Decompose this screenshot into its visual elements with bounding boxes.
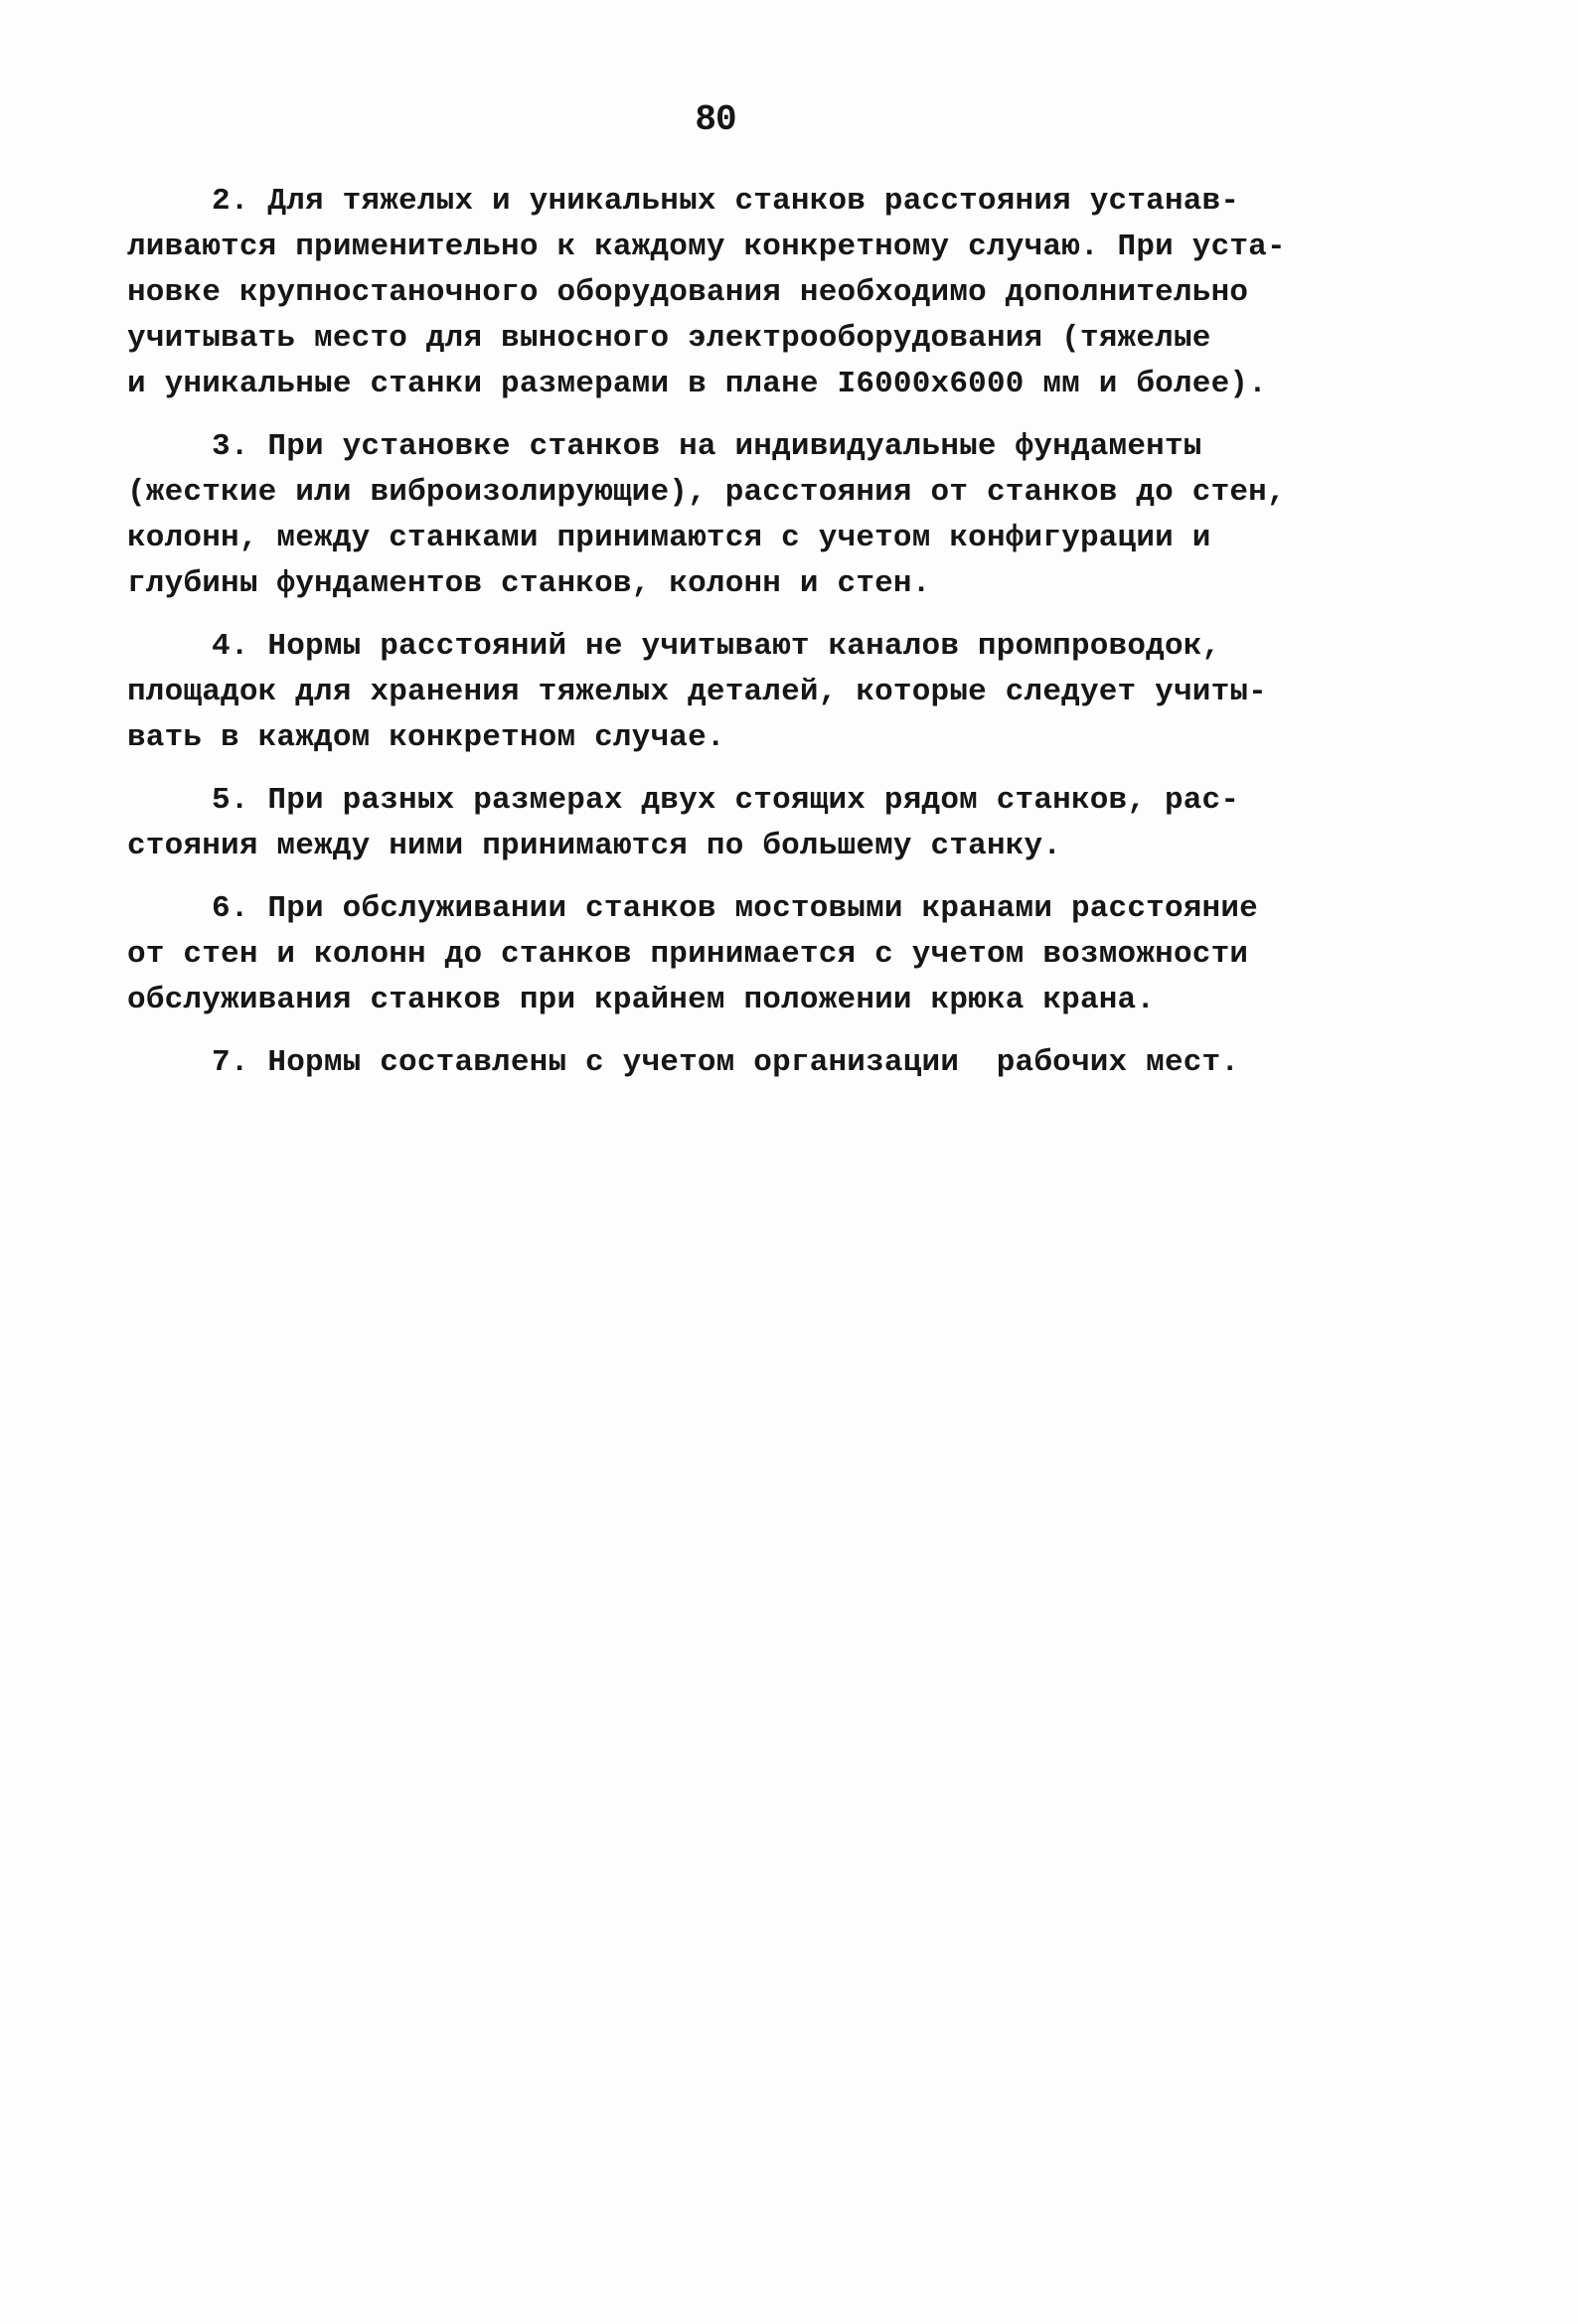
text-line: 2. Для тяжелых и уникальных станков расстояния устанав- <box>212 184 1240 219</box>
paragraph-5 <box>127 778 1320 869</box>
text-line: новке крупностаночного оборудования необходимо дополнительно <box>127 275 1249 310</box>
page-number: 80 <box>695 99 736 140</box>
text-line: стояния между ними принимаются по большему станку. <box>127 829 1062 863</box>
text-line: и уникальные станки размерами в плане I6000x6000 мм и более). <box>127 367 1267 401</box>
text-line: (жесткие или виброизолирующие), расстояния от станков до стен, <box>127 475 1286 510</box>
text-line: учитывать место для выносного электрооборудования (тяжелые <box>127 321 1211 356</box>
text-line: 7. Нормы составлены с учетом организации рабочих мест. <box>212 1045 1240 1080</box>
document-body <box>127 179 1320 1103</box>
text-line: площадок для хранения тяжелых деталей, которые следует учиты- <box>127 675 1267 709</box>
paragraph-7 <box>127 1040 1320 1086</box>
text-line: колонн, между станками принимаются с учетом конфигурации и <box>127 521 1211 555</box>
text-line: от стен и колонн до станков принимается с учетом возможности <box>127 937 1249 972</box>
text-line: глубины фундаментов станков, колонн и стен. <box>127 566 931 601</box>
text-line: вать в каждом конкретном случае. <box>127 720 725 755</box>
paragraph-3 <box>127 424 1320 607</box>
text-line: ливаются применительно к каждому конкретному случаю. При уста- <box>127 230 1286 264</box>
text-line: 4. Нормы расстояний не учитывают каналов промпроводок, <box>212 629 1221 664</box>
paragraph-4 <box>127 624 1320 761</box>
text-line: 3. При установке станков на индивидуальные фундаменты <box>212 429 1202 464</box>
text-line: обслуживания станков при крайнем положении крюка крана. <box>127 983 1156 1017</box>
paragraph-6 <box>127 886 1320 1023</box>
text-line: 6. При обслуживании станков мостовыми кранами расстояние <box>212 891 1258 926</box>
text-line: 5. При разных размерах двух стоящих рядом станков, рас- <box>212 783 1240 818</box>
paragraph-2 <box>127 179 1320 407</box>
